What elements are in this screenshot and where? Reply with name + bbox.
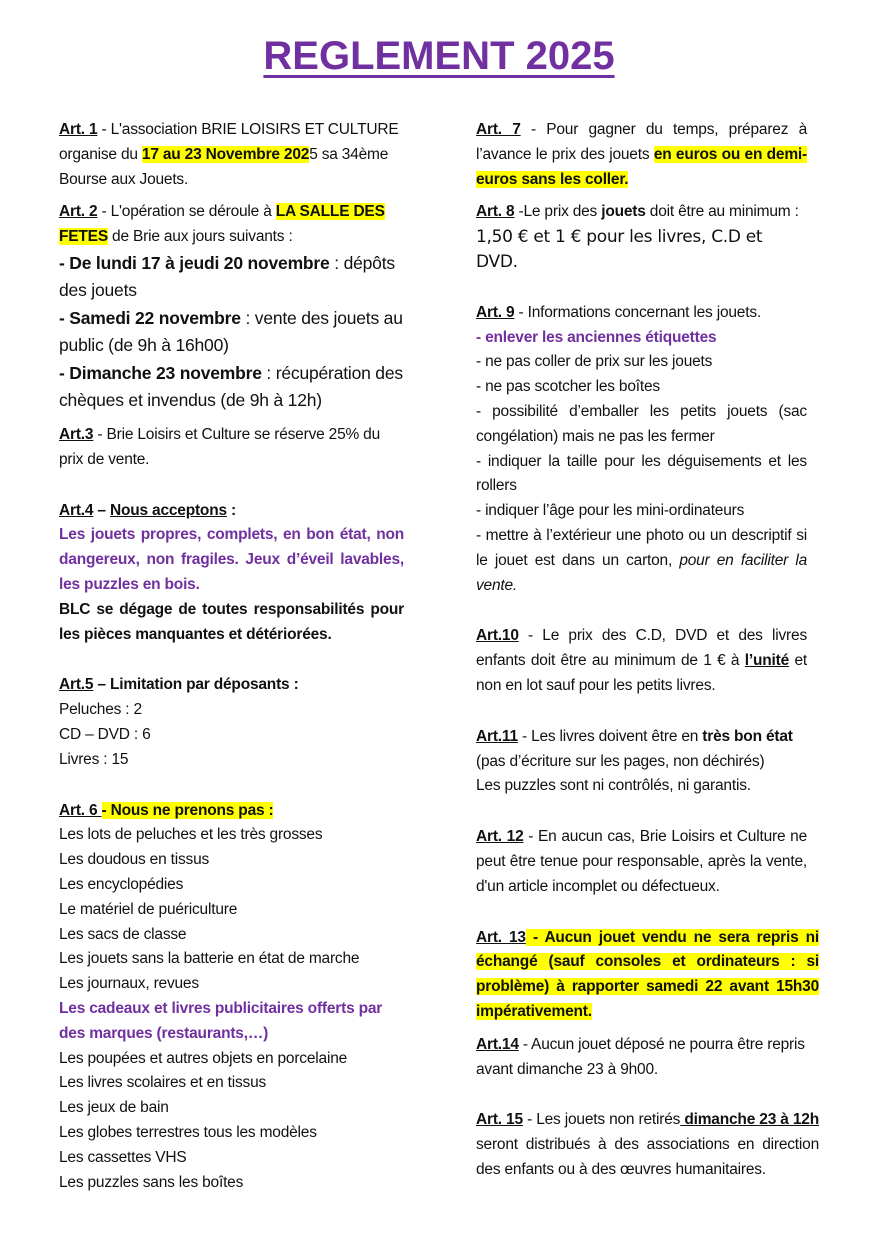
left-column [59,118,404,1203]
refused-item: Les sacs de classe [59,925,187,943]
info-item: - indiquer l’âge pour les mini-ordinateurs [476,502,745,520]
refused-item: Les poupées et autres objets en porcelaine [59,1049,348,1067]
accepted-items: Les jouets propres, complets, en bon état, non dangereux, non fragiles. Jeux d’éveil lavables, les puzzles en bois. [59,526,404,593]
refused-item: Les cassettes VHS [59,1148,187,1166]
article-2-label: Art. 2 [59,203,98,221]
article-15: Art. 15 - Les jouets non retirés dimanche 23 à 12h seront distribués à des associations en direction des enfants ou à des œuvres humanitaires. [476,1111,819,1178]
venue-highlight: LA SALLE DES FETES [59,203,385,246]
limit-item: Livres : 15 [59,750,129,768]
refused-item: Les encyclopédies [59,875,184,893]
schedule-deposit: - De lundi 17 à jeudi 20 novembre : dépôts des jouets [59,252,395,301]
article-3: Art.3 - Brie Loisirs et Culture se réserve 25% du prix de vente. [59,425,381,468]
refused-heading: - Nous ne prenons pas : [101,801,274,819]
right-column [476,118,819,1191]
refused-item: Les journaux, revues [59,975,199,993]
article-12-label: Art. 12 [476,828,524,846]
schedule-sale: - Samedi 22 novembre : vente des jouets au public (de 9h à 16h00) [59,307,403,356]
info-item: - ne pas coller de prix sur les jouets [476,353,713,371]
article-2: Art. 2 - L'opération se déroule à LA SALLE DES FETES de Brie aux jours suivants : - De lundi 17 à jeudi 20 novembre : dépôts des jouets - Samedi 22 novembre : vente des jouets au public (de 9h à 16h00) - Dimanche 23 novembre : récupération des chèques et invendus (de 9h à 12h) [59,200,404,415]
info-item: - ne pas scotcher les boîtes [476,378,660,396]
refused-item: Les jouets sans la batterie en état de marche [59,950,360,968]
article-10: Art.10 - Le prix des C.D, DVD et des livres enfants doit être au minimum de 1 € à l’unité et non en lot sauf pour les petits livres. [476,627,807,694]
article-14: Art.14 - Aucun jouet déposé ne pourra être repris avant dimanche 23 à 9h00. [476,1035,805,1078]
article-8-label: Art. 8 [476,203,515,221]
article-10-label: Art.10 [476,627,519,645]
article-9: Art. 9 - Informations concernant les jouets. - enlever les anciennes étiquettes - ne pas coller de prix sur les jouets - ne pas scotcher les boîtes - possibilité d’emballer les petits jouets (sac congélation) mais ne pas les fermer - indiquer la taille pour les déguisements et les rollers - indiquer l’âge pour les mini-ordinateurs - mettre à l’extérieur une photo ou un descriptif si le jouet est dans un carton, pour en faciliter la vente. [476,301,807,599]
date-highlight: 17 au 23 Novembre 202 [141,145,310,163]
refused-item-promotional: Les cadeaux et livres publicitaires offerts par des marques (restaurants,…) [59,999,383,1042]
info-item: - indiquer la taille pour les déguisements et les rollers [476,452,807,495]
article-12: Art. 12 - En aucun cas, Brie Loisirs et Culture ne peut être tenue pour responsable, après la vente, d'un article incomplet ou défectueux. [476,828,807,895]
article-8: Art. 8 -Le prix des jouets doit être au minimum : 1,50 € et 1 € pour les livres, C.D et DVD. [476,200,807,274]
schedule-collect: - Dimanche 23 novembre : récupération des chèques et invendus (de 9h à 12h) [59,362,403,411]
article-1-label: Art. 1 [59,121,98,138]
article-11: Art.11 - Les livres doivent être en très bon état (pas d’écriture sur les pages, non déchirés) Les puzzles sont ni contrôlés, ni garantis. [476,727,793,795]
refused-item: Les jeux de bain [59,1099,169,1117]
refused-item: Les livres scolaires et en tissus [59,1074,267,1092]
limit-item: Peluches : 2 [59,701,142,719]
minimum-prices: 1,50 € et 1 € pour les livres, C.D et DVD. [476,227,763,272]
article-1: Art. 1 - L'association BRIE LOISIRS ET CULTURE organise du 17 au 23 Novembre 2025 sa 34ème Bourse aux Jouets. [59,121,399,188]
refused-item: Le matériel de puériculture [59,900,238,918]
page-title: REGLEMENT 2025 [263,34,615,78]
article-14-label: Art.14 [476,1035,519,1053]
article-9-label: Art. 9 [476,303,515,321]
refused-item: Les lots de peluches et les très grosses [59,826,323,844]
article-15-label: Art. 15 [476,1111,523,1129]
refused-item: Les puzzles sans les boîtes [59,1173,244,1191]
article-13-label: Art. 13 [476,928,526,946]
info-item: - possibilité d’emballer les petits jouets (sac congélation) mais ne pas les fermer [476,402,807,445]
article-6-label: Art. 6 [59,801,102,819]
article-5: Art.5 – Limitation par déposants : Peluches : 2 CD – DVD : 6 Livres : 15 [59,673,404,772]
info-item-labels: - enlever les anciennes étiquettes [476,328,717,346]
article-6 [59,799,404,1196]
article-4: Art.4 – Nous acceptons : Les jouets propres, complets, en bon état, non dangereux, non fragiles. Jeux d’éveil lavables, les puzzles en bois. BLC se dégage de toutes responsabilités pour les pièces manquantes et détériorées. [59,499,404,648]
article-13 [476,926,819,1025]
article-7: Art. 7 - Pour gagner du temps, préparez à l’avance le prix des jouets en euros ou en demi-euros sans les coller. [476,121,807,188]
refused-item: Les globes terrestres tous les modèles [59,1123,317,1141]
article-3-label: Art.3 [59,425,94,443]
info-item: - mettre à l’extérieur une photo ou un descriptif si le jouet est dans un carton, pour en faciliter la vente. [476,526,807,594]
article-5-label: Art.5 [59,676,94,694]
no-return-highlight: - Aucun jouet vendu ne sera repris ni échangé (sauf consoles et ordinateurs : si problème) à rapporter samedi 22 avant 15h30 impérativement. [476,928,819,1020]
limit-item: CD – DVD : 6 [59,725,151,743]
price-format-highlight: en euros ou en demi-euros sans les coller. [476,145,807,188]
article-11-label: Art.11 [476,727,518,745]
refused-item: Les doudous en tissus [59,851,210,869]
article-4-label: Art.4 [59,501,94,519]
liability-notice: BLC se dégage de toutes responsabilités pour les pièces manquantes et détériorées. [59,600,404,643]
article-7-label: Art. 7 [476,121,521,138]
